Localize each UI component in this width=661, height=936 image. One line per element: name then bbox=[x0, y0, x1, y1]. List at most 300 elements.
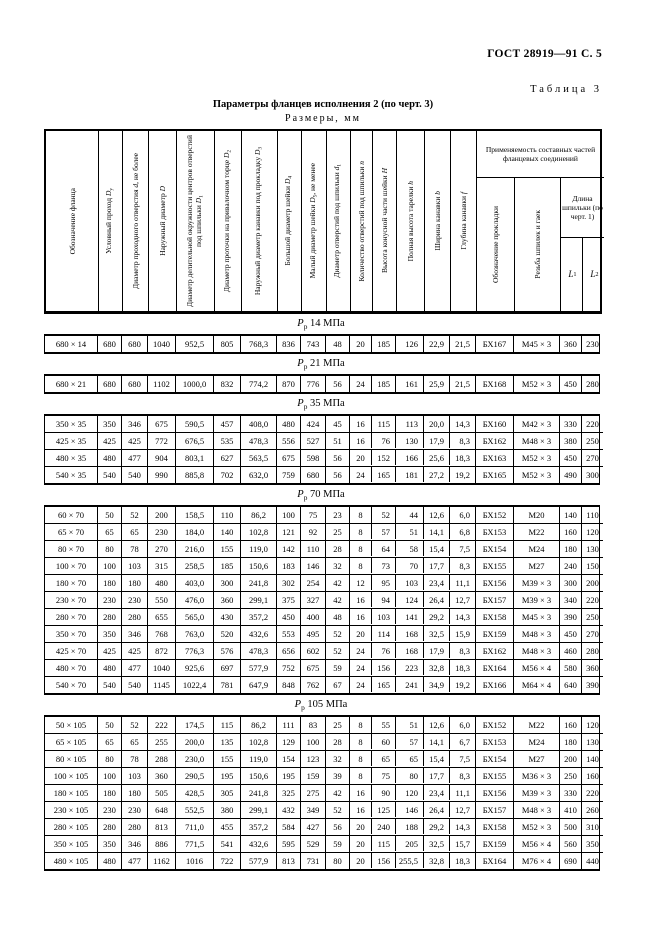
value-cell: М27 bbox=[513, 750, 559, 767]
value-cell: 58 bbox=[395, 540, 423, 556]
value-cell: 26,4 bbox=[423, 801, 449, 817]
value-cell: М48 × 3 bbox=[513, 801, 559, 818]
value-cell: 1162 bbox=[147, 852, 175, 869]
value-cell: 64 bbox=[371, 540, 395, 556]
value-cell: 408,0 bbox=[240, 416, 276, 432]
pressure-group-rows bbox=[44, 715, 600, 871]
value-cell: 360 bbox=[559, 336, 581, 352]
value-cell: БХ156 bbox=[475, 784, 513, 801]
value-cell: 8 bbox=[349, 523, 371, 540]
value-cell: 65 bbox=[97, 523, 121, 540]
value-cell: 32 bbox=[325, 750, 349, 767]
column-header-l2: L 2 bbox=[582, 237, 604, 311]
value-cell: 125 bbox=[371, 801, 395, 817]
value-cell: 200,0 bbox=[175, 733, 213, 750]
value-cell: 680 bbox=[97, 336, 121, 352]
value-cell: 16 bbox=[349, 608, 371, 625]
value-cell: 805 bbox=[213, 336, 240, 352]
value-cell: 250 bbox=[581, 608, 603, 625]
value-cell: 540 bbox=[121, 676, 147, 693]
value-cell: 65 bbox=[395, 750, 423, 766]
value-cell: 220 bbox=[581, 416, 603, 432]
column-header-5: Диаметр делительной окружности центров отверстий под шпильки $D_1$ bbox=[176, 131, 214, 311]
value-cell: 168 bbox=[395, 625, 423, 641]
value-cell: 130 bbox=[395, 432, 423, 448]
value-cell: БХ153 bbox=[475, 523, 513, 540]
flange-designation-cell: 425 × 70 bbox=[45, 642, 97, 659]
value-cell: 230 bbox=[97, 801, 121, 818]
value-cell: 541 bbox=[213, 835, 240, 852]
column-header-15: Глубина канавки f bbox=[450, 131, 476, 311]
flange-designation-cell: 480 × 70 bbox=[45, 659, 97, 676]
value-cell: БХ155 bbox=[475, 767, 513, 784]
value-cell: 24 bbox=[349, 466, 371, 483]
value-cell: 73 bbox=[371, 557, 395, 573]
value-cell: БХ163 bbox=[475, 449, 513, 466]
value-cell: 52 bbox=[325, 642, 349, 659]
value-cell: 16 bbox=[349, 416, 371, 432]
value-cell: 19,2 bbox=[449, 676, 475, 692]
value-cell: 577,9 bbox=[240, 852, 276, 869]
value-cell: 535 bbox=[213, 432, 240, 449]
pressure-group-rows bbox=[44, 505, 600, 695]
value-cell: М36 × 3 bbox=[513, 767, 559, 784]
flange-designation-cell: 680 × 14 bbox=[55, 339, 87, 350]
value-cell: 460 bbox=[559, 642, 581, 659]
value-cell: 360 bbox=[581, 659, 603, 676]
value-cell: 480 bbox=[147, 574, 175, 591]
value-cell: 20 bbox=[349, 852, 371, 869]
value-cell: М45 × 3 bbox=[513, 336, 559, 352]
value-cell: 675 bbox=[147, 416, 175, 432]
value-cell: 680 bbox=[97, 376, 121, 392]
value-cell: 65 bbox=[121, 523, 147, 540]
value-cell: 76 bbox=[371, 432, 395, 448]
value-cell: 23 bbox=[325, 507, 349, 523]
value-cell: 904 bbox=[147, 449, 175, 466]
flange-designation-cell: 60 × 70 bbox=[57, 510, 85, 521]
value-cell: М45 × 3 bbox=[513, 608, 559, 625]
value-cell: 20 bbox=[349, 449, 371, 466]
table-body bbox=[44, 318, 602, 871]
value-cell: 14,3 bbox=[449, 608, 475, 624]
value-cell: М52 × 3 bbox=[513, 818, 559, 835]
value-cell: 22,9 bbox=[423, 336, 449, 352]
value-cell: 563,5 bbox=[240, 449, 276, 466]
value-cell: 299,1 bbox=[240, 591, 276, 608]
value-cell: 346 bbox=[121, 416, 147, 432]
value-cell: 759 bbox=[276, 466, 300, 483]
value-cell: 32,8 bbox=[423, 852, 449, 868]
flange-designation-cell: 180 × 70 bbox=[45, 574, 97, 591]
value-cell: 425 bbox=[121, 642, 147, 659]
value-cell: 743 bbox=[300, 336, 325, 352]
value-cell: 18,3 bbox=[449, 659, 475, 675]
value-cell: 92 bbox=[300, 523, 325, 540]
value-cell: 16 bbox=[349, 801, 371, 818]
value-cell: 230 bbox=[97, 591, 121, 608]
flange-designation-cell: 65 × 105 bbox=[45, 733, 97, 750]
value-cell: 1040 bbox=[147, 336, 175, 352]
value-cell: 12,6 bbox=[423, 507, 449, 523]
value-cell: 702 bbox=[213, 466, 240, 483]
value-cell: 346 bbox=[121, 835, 147, 852]
value-cell: 1145 bbox=[147, 676, 175, 693]
value-cell: 102,8 bbox=[240, 523, 276, 540]
pressure-section-title: $P_р$ 70 МПа bbox=[297, 489, 345, 503]
value-cell: 457 bbox=[213, 416, 240, 432]
value-cell: 65 bbox=[121, 733, 147, 750]
value-cell: 28 bbox=[325, 733, 349, 750]
value-cell: 1000,0 bbox=[175, 376, 213, 392]
value-cell: 675 bbox=[276, 449, 300, 466]
value-cell: 130 bbox=[581, 540, 603, 557]
value-cell: 752 bbox=[276, 659, 300, 676]
value-cell: 24 bbox=[349, 642, 371, 659]
value-cell: 160 bbox=[559, 717, 581, 733]
value-cell: 76 bbox=[371, 642, 395, 658]
value-cell: 305 bbox=[213, 784, 240, 801]
value-cell: 280 bbox=[97, 818, 121, 835]
value-cell: 280 bbox=[121, 608, 147, 625]
value-cell: 135 bbox=[213, 733, 240, 750]
value-cell: 17,9 bbox=[423, 432, 449, 448]
column-header-11: Количество отверстий под шпильки n bbox=[350, 131, 372, 311]
value-cell: М42 × 3 bbox=[513, 416, 559, 432]
value-cell: 627 bbox=[213, 449, 240, 466]
value-cell: 150 bbox=[581, 557, 603, 574]
column-header-1: Обозначение фланца bbox=[67, 187, 77, 255]
column-header-9: Малый диаметр шейки $D_5$, не менее bbox=[301, 131, 326, 311]
value-cell: 577,9 bbox=[240, 659, 276, 676]
value-cell: 771,5 bbox=[175, 835, 213, 852]
value-cell: 15,9 bbox=[449, 625, 475, 641]
value-cell: 24 bbox=[349, 659, 371, 676]
value-cell: 11,1 bbox=[449, 784, 475, 800]
value-cell: 59 bbox=[325, 659, 349, 676]
value-cell: 280 bbox=[581, 376, 603, 392]
value-cell: 495 bbox=[300, 625, 325, 642]
value-cell: 576 bbox=[213, 642, 240, 659]
value-cell: 120 bbox=[581, 717, 603, 733]
value-cell: 350 bbox=[97, 625, 121, 642]
value-cell: 160 bbox=[559, 523, 581, 540]
value-cell: 39 bbox=[325, 767, 349, 784]
value-cell: 32,8 bbox=[423, 659, 449, 675]
value-cell: 711,0 bbox=[175, 818, 213, 835]
value-cell: 241 bbox=[395, 676, 423, 692]
flange-designation-cell: 280 × 70 bbox=[45, 608, 97, 625]
value-cell: 20 bbox=[349, 818, 371, 835]
value-cell: 80 bbox=[395, 767, 423, 783]
value-cell: 56 bbox=[325, 818, 349, 835]
value-cell: 50 bbox=[97, 507, 121, 523]
value-cell: 25 bbox=[325, 523, 349, 540]
value-cell: 75 bbox=[300, 507, 325, 523]
value-cell: 430 bbox=[213, 608, 240, 625]
value-cell: 80 bbox=[325, 852, 349, 869]
value-cell: 330 bbox=[559, 784, 581, 801]
value-cell: БХ157 bbox=[475, 801, 513, 818]
value-cell: 150,6 bbox=[240, 767, 276, 784]
value-cell: 28 bbox=[325, 540, 349, 557]
flange-designation-cell: 540 × 35 bbox=[45, 466, 97, 483]
value-cell: 8 bbox=[349, 717, 371, 733]
value-cell: 50 bbox=[97, 717, 121, 733]
value-cell: 51 bbox=[325, 432, 349, 449]
document-page bbox=[44, 48, 602, 871]
value-cell: 216,0 bbox=[175, 540, 213, 557]
value-cell: 146 bbox=[395, 801, 423, 817]
pressure-section-title: $P_р$ 105 МПа bbox=[294, 699, 348, 713]
value-cell: М39 × 3 bbox=[513, 591, 559, 608]
value-cell: 425 bbox=[97, 642, 121, 659]
value-cell: 150,6 bbox=[240, 557, 276, 574]
value-cell: 1040 bbox=[147, 659, 175, 676]
pressure-group-rows bbox=[44, 334, 600, 354]
value-cell: 990 bbox=[147, 466, 175, 483]
value-cell: 141 bbox=[395, 608, 423, 624]
value-cell: 142 bbox=[276, 540, 300, 557]
value-cell: 6,8 bbox=[449, 523, 475, 539]
value-cell: 12 bbox=[349, 574, 371, 591]
value-cell: 102,8 bbox=[240, 733, 276, 750]
value-cell: 51 bbox=[395, 717, 423, 733]
value-cell: 1022,4 bbox=[175, 676, 213, 693]
value-cell: 222 bbox=[147, 717, 175, 733]
value-cell: 330 bbox=[559, 416, 581, 432]
value-cell: 632,0 bbox=[240, 466, 276, 483]
value-cell: 6,7 bbox=[449, 733, 475, 749]
value-cell: 48 bbox=[325, 336, 349, 352]
value-cell: 154 bbox=[276, 750, 300, 767]
value-cell: 300 bbox=[581, 466, 603, 483]
value-cell: БХ167 bbox=[475, 336, 513, 352]
value-cell: 32 bbox=[325, 557, 349, 574]
value-cell: 120 bbox=[395, 784, 423, 800]
value-cell: 315 bbox=[147, 557, 175, 574]
value-cell: 8 bbox=[349, 767, 371, 784]
value-cell: 156 bbox=[371, 659, 395, 675]
pressure-section-title: $P_р$ 14 МПа bbox=[297, 318, 345, 332]
value-cell: 553 bbox=[276, 625, 300, 642]
column-header-6: Диаметр проточки на привалочном торце $D_2$ bbox=[214, 131, 241, 311]
value-cell: 676,5 bbox=[175, 432, 213, 449]
value-cell: БХ152 bbox=[475, 507, 513, 523]
value-cell: 480 bbox=[97, 659, 121, 676]
value-cell: 158,5 bbox=[175, 507, 213, 523]
value-cell: М22 bbox=[513, 523, 559, 540]
value-cell: 288 bbox=[147, 750, 175, 767]
value-cell: 103 bbox=[121, 557, 147, 574]
value-cell: 656 bbox=[276, 642, 300, 659]
value-cell: М76 × 4 bbox=[513, 852, 559, 869]
value-cell: 762 bbox=[300, 676, 325, 693]
value-cell: 124 bbox=[395, 591, 423, 607]
value-cell: 11,1 bbox=[449, 574, 475, 590]
value-cell: 380 bbox=[559, 432, 581, 449]
value-cell: 425 bbox=[121, 432, 147, 449]
value-cell: 690 bbox=[559, 852, 581, 869]
value-cell: 1102 bbox=[147, 376, 175, 392]
value-cell: 1016 bbox=[175, 852, 213, 869]
value-cell: 480 bbox=[97, 449, 121, 466]
value-cell: 480 bbox=[276, 416, 300, 432]
value-cell: 250 bbox=[559, 767, 581, 784]
value-cell: 52 bbox=[121, 507, 147, 523]
value-cell: 29,2 bbox=[423, 608, 449, 624]
value-cell: 220 bbox=[581, 784, 603, 801]
value-cell: 440 bbox=[581, 852, 603, 869]
value-cell: 280 bbox=[97, 608, 121, 625]
value-cell: 100 bbox=[97, 557, 121, 574]
value-cell: 697 bbox=[213, 659, 240, 676]
value-cell: 560 bbox=[559, 835, 581, 852]
value-cell: 520 bbox=[213, 625, 240, 642]
value-cell: 95 bbox=[371, 574, 395, 590]
value-cell: 478,3 bbox=[240, 432, 276, 449]
value-cell: М64 × 4 bbox=[513, 676, 559, 693]
value-cell: 25,9 bbox=[423, 376, 449, 392]
value-cell: 768 bbox=[147, 625, 175, 642]
value-cell: 480 bbox=[97, 852, 121, 869]
value-cell: 450 bbox=[559, 376, 581, 392]
value-cell: 241,8 bbox=[240, 574, 276, 591]
value-cell: 410 bbox=[559, 801, 581, 818]
value-cell: 129 bbox=[276, 733, 300, 750]
value-cell: М22 bbox=[513, 717, 559, 733]
value-cell: 310 bbox=[581, 818, 603, 835]
value-cell: 478,3 bbox=[240, 642, 276, 659]
value-cell: М48 × 3 bbox=[513, 642, 559, 659]
column-header-4: Наружный диаметр D bbox=[148, 131, 176, 311]
value-cell: 505 bbox=[147, 784, 175, 801]
value-cell: 477 bbox=[121, 449, 147, 466]
value-cell: БХ156 bbox=[475, 574, 513, 591]
flange-designation-cell: 280 × 105 bbox=[45, 818, 97, 835]
doc-reference: ГОСТ 28919—91 С. 5 bbox=[487, 48, 602, 60]
value-cell: 349 bbox=[300, 801, 325, 818]
value-cell: 110 bbox=[300, 540, 325, 557]
value-cell: 731 bbox=[300, 852, 325, 869]
value-cell: 52 bbox=[325, 625, 349, 642]
value-cell: 8 bbox=[349, 507, 371, 523]
pressure-group-rows bbox=[44, 414, 600, 485]
flange-designation-cell: 480 × 105 bbox=[45, 852, 97, 869]
value-cell: 24 bbox=[349, 376, 371, 392]
value-cell: 70 bbox=[395, 557, 423, 573]
value-cell: 722 bbox=[213, 852, 240, 869]
value-cell: 200 bbox=[147, 507, 175, 523]
value-cell: 299,1 bbox=[240, 801, 276, 818]
value-cell: 813 bbox=[276, 852, 300, 869]
value-cell: 432,6 bbox=[240, 625, 276, 642]
value-cell: 126 bbox=[395, 336, 423, 352]
value-cell: 220 bbox=[581, 591, 603, 608]
value-cell: БХ162 bbox=[475, 432, 513, 449]
flange-designation-cell: 100 × 70 bbox=[45, 557, 97, 574]
flange-designation-cell: 540 × 70 bbox=[45, 676, 97, 693]
value-cell: 280 bbox=[121, 818, 147, 835]
value-cell: 185 bbox=[213, 557, 240, 574]
value-cell: 20 bbox=[349, 835, 371, 852]
value-cell: 12,6 bbox=[423, 717, 449, 733]
value-cell: 24 bbox=[349, 676, 371, 693]
value-cell: 490 bbox=[559, 466, 581, 483]
value-cell: 14,1 bbox=[423, 523, 449, 539]
value-cell: 180 bbox=[559, 540, 581, 557]
value-cell: 477 bbox=[121, 659, 147, 676]
value-cell: 598 bbox=[300, 449, 325, 466]
value-cell: 165 bbox=[371, 466, 395, 482]
value-cell: 23,4 bbox=[423, 574, 449, 590]
value-cell: 42 bbox=[325, 591, 349, 608]
value-cell: БХ164 bbox=[475, 852, 513, 869]
value-cell: М56 × 4 bbox=[513, 659, 559, 676]
value-cell: 174,5 bbox=[175, 717, 213, 733]
value-cell: 100 bbox=[300, 733, 325, 750]
value-cell: 803,1 bbox=[175, 449, 213, 466]
value-cell: 450 bbox=[276, 608, 300, 625]
value-cell: 17,7 bbox=[423, 767, 449, 783]
value-cell: 400 bbox=[300, 608, 325, 625]
value-cell: 165 bbox=[371, 676, 395, 692]
value-cell: 552,5 bbox=[175, 801, 213, 818]
value-cell: 115 bbox=[371, 416, 395, 432]
value-cell: 350 bbox=[97, 835, 121, 852]
value-cell: 86,2 bbox=[240, 717, 276, 733]
value-cell: 111 bbox=[276, 717, 300, 733]
value-cell: 60 bbox=[371, 733, 395, 749]
value-cell: 300 bbox=[213, 574, 240, 591]
value-cell: 195 bbox=[276, 767, 300, 784]
value-cell: 115 bbox=[371, 835, 395, 851]
value-cell: 350 bbox=[97, 416, 121, 432]
value-cell: 350 bbox=[581, 835, 603, 852]
value-cell: 260 bbox=[581, 801, 603, 818]
value-cell: 432,6 bbox=[240, 835, 276, 852]
value-cell: 230 bbox=[121, 591, 147, 608]
value-cell: 90 bbox=[371, 784, 395, 800]
value-cell: М24 bbox=[513, 540, 559, 557]
value-cell: 290,5 bbox=[175, 767, 213, 784]
value-cell: 140 bbox=[559, 507, 581, 523]
value-cell: 16 bbox=[349, 591, 371, 608]
value-cell: 680 bbox=[121, 336, 147, 352]
column-header-gasket: Обозначение прокладки bbox=[476, 177, 514, 311]
value-cell: 280 bbox=[581, 642, 603, 659]
value-cell: 185 bbox=[371, 376, 395, 392]
value-cell: 130 bbox=[581, 733, 603, 750]
value-cell: БХ158 bbox=[475, 818, 513, 835]
value-cell: 360 bbox=[213, 591, 240, 608]
value-cell: 230 bbox=[147, 523, 175, 540]
value-cell: 27,2 bbox=[423, 466, 449, 482]
value-cell: 52 bbox=[371, 507, 395, 523]
value-cell: 302 bbox=[276, 574, 300, 591]
value-cell: 15,4 bbox=[423, 540, 449, 556]
value-cell: 14,1 bbox=[423, 733, 449, 749]
value-cell: 119,0 bbox=[240, 540, 276, 557]
value-cell: 51 bbox=[395, 523, 423, 539]
value-cell: 15,4 bbox=[423, 750, 449, 766]
value-cell: 270 bbox=[581, 625, 603, 642]
value-cell: 65 bbox=[97, 733, 121, 750]
value-cell: 12,7 bbox=[449, 591, 475, 607]
flange-designation-cell: 230 × 70 bbox=[45, 591, 97, 608]
value-cell: БХ154 bbox=[475, 540, 513, 557]
value-cell: 772 bbox=[147, 432, 175, 449]
